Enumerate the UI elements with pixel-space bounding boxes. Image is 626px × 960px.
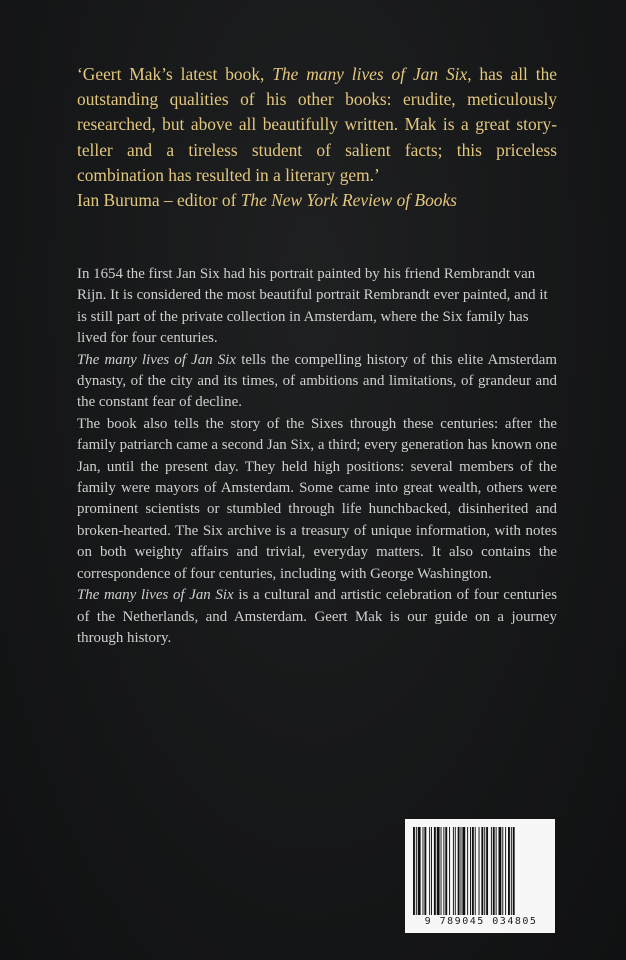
quote-book-title: The many lives of Jan Six (272, 64, 468, 84)
barcode-bar (453, 827, 454, 915)
review-quote (77, 62, 557, 213)
barcode-bar (491, 827, 492, 915)
barcode-bar (437, 827, 440, 915)
barcode-bar (424, 827, 426, 915)
quote-text-before: ‘Geert Mak’s latest book, (77, 64, 273, 84)
barcode-bar (445, 827, 447, 915)
attribution-publication: The New York Review of Books (240, 190, 457, 211)
description-book-title-2: The many lives of Jan Six (77, 587, 234, 604)
description-paragraph-4-text: is a cultural and artistic celebration of four centuries of the Netherlands, and Amsterdam. Geert Mak is our guide on a journey through history. (77, 587, 557, 646)
barcode-bar (475, 827, 476, 915)
barcode-bar (481, 827, 483, 915)
barcode-bar (486, 827, 488, 915)
barcode-bar (423, 827, 424, 915)
barcode-bar (416, 827, 417, 915)
book-description (77, 264, 557, 649)
quote-text-after: , has all the outstanding qualities of his other books: erudite, meticulously researched, but above all beautifully written. Mak is a great story-teller and a tireless student of salient facts; this priceless combination has resulted in a literary gem.’ (77, 64, 558, 185)
barcode-bar (467, 827, 468, 915)
barcode-bar (449, 827, 450, 915)
barcode-bar (455, 827, 456, 915)
description-paragraph-1: In 1654 the first Jan Six had his portrait painted by his friend Rembrandt van Rijn. It is considered the most beautiful portrait Rembrandt ever painted, and it is still part of the private collection in Amsterdam, where the Six family has lived for four centuries. (77, 266, 548, 347)
description-book-title: The many lives of Jan Six (77, 351, 237, 368)
description-paragraph-2 (77, 350, 557, 414)
quote-text (77, 62, 557, 188)
isbn-barcode (405, 819, 555, 933)
barcode-bar (513, 827, 515, 915)
barcode-bar (443, 827, 444, 915)
barcode-bar (470, 827, 471, 915)
barcode-bar (508, 827, 510, 915)
barcode-bar (493, 827, 495, 915)
description-paragraph-3: The book also tells the story of the Sixes through these centuries: after the family patriarch came a second Jan Six, a third; every generation has known one Jan, until the present day. They held high positions: several members of the family were mayors of Amsterdam. Some came into great wealth, others were prominent scientists or stumbled through life hunchbacked, disinherited and broken-hearted. The Six archive is a treasury of unique information, with notes on both weighty affairs and trivial, everyday matters. It also contains the correspondence of four centuries, including with George Washington. (77, 415, 557, 582)
barcode-bars (413, 827, 547, 915)
barcode-bar (462, 827, 465, 915)
quote-attribution (77, 188, 557, 213)
description-paragraph-4 (77, 585, 557, 649)
isbn-number: 9 789045 034805 (424, 916, 538, 927)
barcode-bar (418, 827, 421, 915)
barcode-bar (441, 827, 442, 915)
barcode-bar (429, 827, 430, 915)
barcode-bar (479, 827, 480, 915)
barcode-bar (431, 827, 432, 915)
attribution-prefix: Ian Buruma – editor of (77, 190, 241, 211)
barcode-bar (413, 827, 415, 915)
barcode-bar (511, 827, 512, 915)
barcode-bar (434, 827, 436, 915)
barcode-bar (499, 827, 502, 915)
barcode-bar (502, 827, 503, 915)
description-paragraph-2-text: tells the compelling history of this elite Amsterdam dynasty, of the city and its times, of ambitions and limitations, of grandeur and the constant fear of decline. (77, 351, 557, 411)
barcode-bar (461, 827, 462, 915)
barcode-bar (505, 827, 506, 915)
barcode-bar (484, 827, 485, 915)
barcode-bar (472, 827, 474, 915)
barcode-bar (458, 827, 460, 915)
barcode-bar (496, 827, 497, 915)
